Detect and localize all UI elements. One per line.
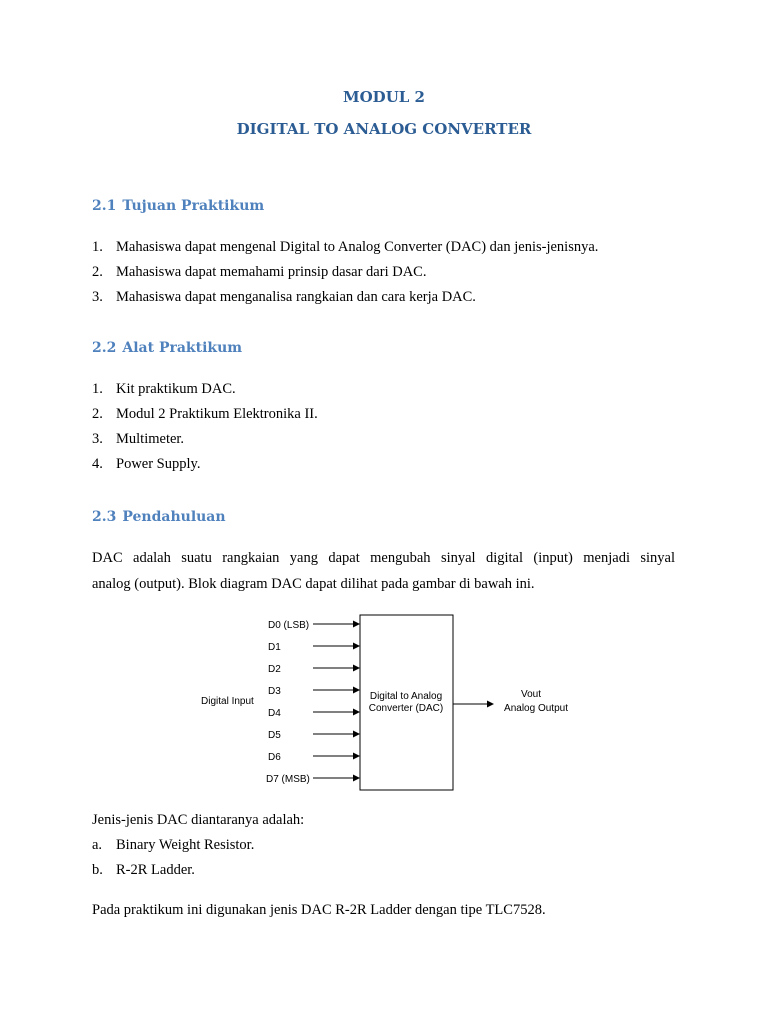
section-heading-alat — [92, 340, 242, 356]
section-title: Pendahuluan — [122, 509, 226, 525]
alat-list — [92, 377, 318, 477]
list-item — [92, 452, 318, 477]
intro-line: DAC adalah suatu rangkaian yang dapat mengubah sinyal digital (input) menjadi sinyal — [92, 550, 675, 566]
output-label: Vout — [520, 689, 542, 700]
list-item-text: Mahasiswa dapat memahami prinsip dasar dari DAC. — [116, 264, 427, 280]
list-marker: 2. — [92, 264, 103, 280]
input-label-d7: D7 (MSB) — [266, 774, 310, 785]
list-item-text: Kit praktikum DAC. — [116, 381, 236, 397]
list-item-text: R-2R Ladder. — [116, 862, 195, 878]
intro-line: analog (output). Blok diagram DAC dapat dilihat pada gambar di bawah ini. — [92, 575, 535, 592]
list-item — [92, 427, 318, 452]
list-marker: 3. — [92, 289, 103, 305]
list-marker: 1. — [92, 239, 103, 255]
list-marker: 3. — [92, 431, 103, 447]
section-heading-tujuan — [92, 198, 264, 214]
list-marker: 2. — [92, 406, 103, 422]
list-item-text: Mahasiswa dapat mengenal Digital to Analog Converter (DAC) dan jenis-jenisnya. — [116, 239, 599, 255]
input-label-d3: D3 — [268, 686, 281, 697]
output-label: Analog Output — [504, 703, 568, 714]
tujuan-list — [92, 235, 598, 310]
types-list — [92, 833, 254, 883]
list-item — [92, 260, 598, 285]
list-item-text: Power Supply. — [116, 456, 201, 472]
list-marker: b. — [92, 862, 103, 878]
input-label-d5: D5 — [268, 730, 281, 741]
section-heading-pendahuluan — [92, 509, 226, 525]
dac-block-label: Digital to Analog — [369, 691, 443, 702]
input-label-d2: D2 — [268, 664, 281, 675]
input-label-d6: D6 — [268, 752, 281, 763]
list-item — [92, 235, 598, 260]
input-lines — [313, 624, 359, 778]
dac-block-diagram — [0, 608, 768, 798]
list-item — [92, 402, 318, 427]
list-item-text: Modul 2 Praktikum Elektronika II. — [116, 406, 318, 422]
input-label-d4: D4 — [268, 708, 281, 719]
input-label-d0: D0 (LSB) — [268, 620, 310, 631]
section-title: Tujuan Praktikum — [122, 198, 265, 214]
list-item — [92, 377, 318, 402]
digital-input-label: Digital Input — [201, 696, 254, 707]
list-item — [92, 858, 254, 883]
list-item-text: Mahasiswa dapat menganalisa rangkaian dan cara kerja DAC. — [116, 289, 476, 305]
closing-paragraph: Pada praktikum ini digunakan jenis DAC R-2R Ladder dengan tipe TLC7528. — [92, 902, 546, 918]
section-title: Alat Praktikum — [122, 340, 243, 356]
section-number: 2.2 — [92, 340, 117, 356]
section-number: 2.1 — [92, 198, 117, 214]
input-labels — [266, 620, 310, 785]
list-item-text: Multimeter. — [116, 431, 185, 447]
module-title: DIGITAL TO ANALOG CONVERTER — [236, 120, 532, 138]
list-marker: a. — [92, 837, 103, 853]
list-marker: 4. — [92, 456, 103, 472]
dac-block-label: Converter (DAC) — [368, 703, 444, 714]
list-item — [92, 285, 598, 310]
section-number: 2.3 — [92, 509, 117, 525]
input-label-d1: D1 — [268, 642, 281, 653]
list-item — [92, 833, 254, 858]
module-number: MODUL 2 — [343, 88, 425, 106]
types-intro: Jenis-jenis DAC diantaranya adalah: — [92, 812, 305, 828]
list-marker: 1. — [92, 381, 103, 397]
intro-paragraph — [92, 546, 675, 597]
list-item-text: Binary Weight Resistor. — [116, 837, 255, 853]
